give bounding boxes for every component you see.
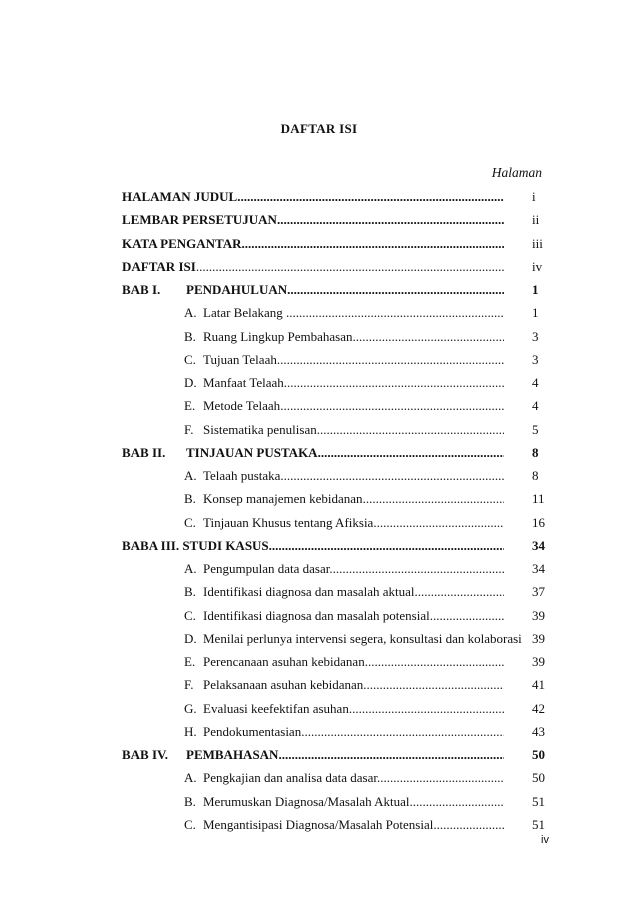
toc-page-number: 42 (532, 700, 545, 716)
toc-chapter-bab-2[interactable] (122, 441, 542, 464)
toc-page-number: 34 (532, 537, 545, 553)
toc-section[interactable] (122, 720, 545, 743)
chapter-title: TINJAUAN PUSTAKA ..... (186, 441, 504, 464)
toc-page-number: 39 (532, 654, 545, 669)
toc-chapter-bab-1[interactable] (122, 278, 542, 301)
toc-section[interactable] (122, 348, 542, 371)
section-letter: D. (184, 630, 197, 646)
section-title: Ruang Lingkup Pembahasan ..... (203, 325, 504, 348)
section-letter: E. (184, 654, 196, 669)
chapter-title: PENDAHULUAN ..... (186, 278, 504, 301)
section-letter: B. (184, 328, 196, 344)
section-title: Tujuan Telaah ..... (203, 348, 504, 371)
toc-section[interactable] (122, 790, 545, 813)
toc-section[interactable] (122, 813, 545, 836)
section-letter: B. (184, 584, 196, 600)
toc-page-number: 51 (532, 793, 545, 809)
chapter-label: BAB II. (122, 444, 166, 460)
toc-section[interactable] (122, 673, 545, 696)
toc-page-number: 3 (532, 351, 539, 367)
section-letter: E. (184, 398, 196, 414)
toc-page-number: 16 (532, 514, 545, 530)
toc-page-number: 1 (532, 305, 539, 321)
section-title: Mengantisipasi Diagnosa/Masalah Potensial ..... (203, 813, 504, 836)
section-title: Perencanaan asuhan kebidanan ..... (203, 650, 504, 673)
section-title: Merumuskan Diagnosa/Masalah Aktual ..... (203, 790, 504, 813)
section-letter: A. (184, 561, 197, 576)
toc-page-number: 8 (532, 468, 539, 483)
section-title: Pendokumentasian ..... (203, 720, 504, 743)
section-title: Evaluasi keefektifan asuhan ..... (203, 697, 504, 720)
toc-page-number: iv (532, 258, 543, 274)
section-title: Identifikasi diagnosa dan masalah aktual ..... (203, 580, 504, 603)
section-letter: G. (184, 700, 197, 716)
section-title: Pengkajian dan analisa data dasar ..... (203, 766, 504, 789)
section-letter: A. (184, 305, 197, 321)
toc-page-number: 3 (532, 328, 539, 344)
toc-section[interactable] (122, 511, 545, 534)
toc-page-number: 41 (532, 677, 545, 693)
section-letter: A. (184, 468, 197, 483)
section-title: Manfaat Telaah ..... (203, 371, 504, 394)
toc-page-number: i (532, 189, 536, 204)
footer-page-number: iv (541, 834, 549, 846)
toc-page-number: 50 (532, 770, 545, 786)
section-letter: C. (184, 816, 196, 832)
toc-chapter-bab-3[interactable] (122, 534, 545, 557)
toc-section[interactable] (122, 301, 542, 324)
section-title: Pengumpulan data dasar ..... (203, 557, 504, 580)
toc-section[interactable] (122, 766, 545, 789)
section-title: Tinjauan Khusus tentang Afiksia ..... (203, 511, 504, 534)
chapter-label: BAB I. (122, 282, 161, 297)
toc-section[interactable] (122, 627, 545, 650)
section-title: Metode Telaah ..... (203, 394, 504, 417)
section-letter: C. (184, 607, 196, 623)
toc-page-number: 4 (532, 398, 539, 414)
toc-section[interactable] (122, 580, 545, 603)
section-title: Menilai perlunya intervensi segera, konsultasi dan kolaborasi (203, 630, 522, 646)
toc-page-number: iii (532, 235, 543, 251)
toc-section[interactable] (122, 371, 542, 394)
toc-section[interactable] (122, 394, 542, 417)
toc-page-number: 37 (532, 584, 545, 600)
toc-section[interactable] (122, 604, 545, 627)
section-letter: C. (184, 514, 196, 530)
toc-page-number: 11 (532, 491, 545, 507)
toc-section[interactable] (122, 487, 545, 510)
table-of-contents (122, 185, 545, 836)
toc-page-number: 8 (532, 444, 539, 460)
toc-page-number: 4 (532, 375, 539, 390)
toc-section[interactable] (122, 325, 542, 348)
toc-section[interactable] (122, 697, 545, 720)
toc-page-number: ii (532, 212, 540, 228)
section-letter: B. (184, 491, 196, 507)
toc-section[interactable] (122, 464, 542, 487)
toc-entry-title: HALAMAN JUDUL ..... (122, 185, 504, 208)
toc-page-number: 1 (532, 282, 539, 297)
toc-entry-daftar-isi[interactable] (122, 255, 542, 278)
toc-chapter-bab-4[interactable] (122, 743, 545, 766)
toc-page-number: 39 (532, 630, 545, 646)
toc-page-number: 39 (532, 607, 545, 623)
section-letter: D. (184, 375, 197, 390)
toc-entry-title: LEMBAR PERSETUJUAN ..... (122, 208, 504, 231)
section-title: Telaah pustaka ..... (203, 464, 504, 487)
chapter-title: BABA III. STUDI KASUS ..... (122, 534, 504, 557)
section-title: Pelaksanaan asuhan kebidanan ..... (203, 673, 504, 696)
toc-section[interactable] (122, 418, 542, 441)
section-letter: B. (184, 793, 196, 809)
toc-section[interactable] (122, 650, 545, 673)
toc-page-number: 50 (532, 747, 545, 762)
chapter-title: PEMBAHASAN ..... (186, 743, 504, 766)
toc-section[interactable] (122, 557, 545, 580)
section-letter: F. (184, 677, 194, 693)
toc-entry-lembar-persetujuan[interactable] (122, 208, 542, 231)
section-title: Identifikasi diagnosa dan masalah potensial ..... (203, 604, 504, 627)
halaman-label: Halaman (491, 165, 542, 180)
toc-entry-halaman-judul[interactable] (122, 185, 542, 208)
section-letter: H. (184, 723, 197, 739)
toc-page-number: 43 (532, 723, 545, 739)
toc-page-number: 5 (532, 421, 539, 437)
section-title: Konsep manajemen kebidanan ..... (203, 487, 504, 510)
toc-entry-title: KATA PENGANTAR ..... (122, 232, 504, 255)
chapter-label: BABA III. (122, 537, 180, 553)
section-letter: A. (184, 770, 197, 786)
chapter-label: BAB IV. (122, 747, 169, 762)
section-title: Latar Belakang ..... (203, 301, 504, 324)
section-letter: C. (184, 351, 196, 367)
toc-entry-title: DAFTAR ISI ..... (122, 255, 504, 278)
toc-page-number: 34 (532, 561, 545, 576)
toc-entry-kata-pengantar[interactable] (122, 232, 542, 255)
section-letter: F. (184, 421, 194, 437)
section-title: Sistematika penulisan ..... (203, 418, 504, 441)
page-title: DAFTAR ISI (280, 121, 358, 136)
toc-page-number: 51 (532, 816, 545, 832)
